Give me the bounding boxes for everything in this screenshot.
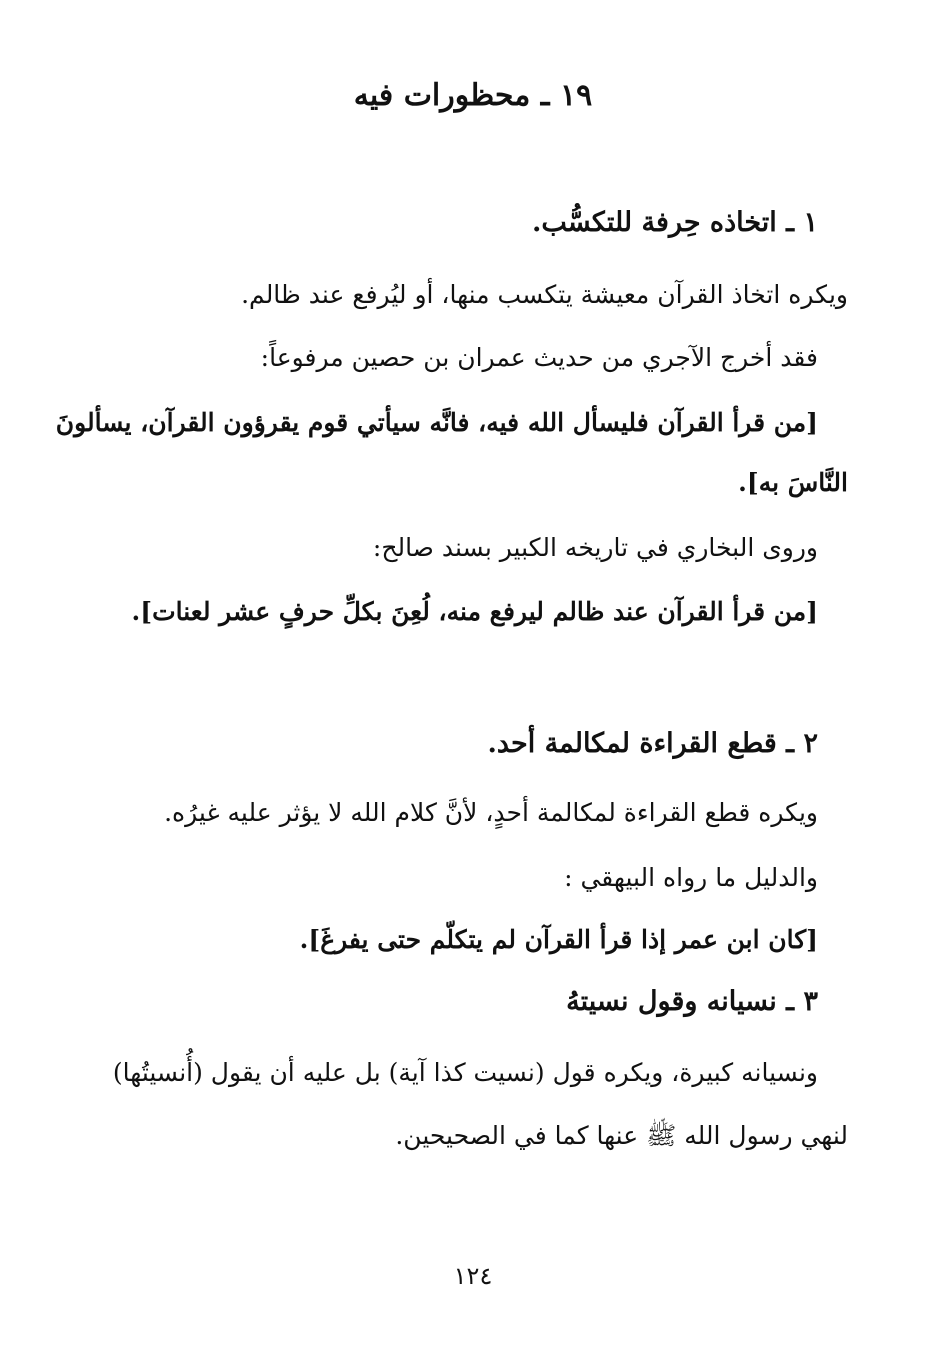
page-number: ١٢٤ [453,1262,493,1290]
section-2-line-1: ويكره قطع القراءة لمكالمة أحدٍ، لأنَّ كلام الله لا يؤثر عليه غيرُه. [164,798,818,827]
section-1-quote-1-line-1: [من قرأ القرآن فليسأل الله فيه، فانَّه سيأتي قوم يقرؤون القرآن، يسألونَ [55,408,818,437]
section-2-line-2: والدليل ما رواه البيهقي : [564,863,818,892]
section-1-line-1: ويكره اتخاذ القرآن معيشة يتكسب منها، أو ليُرفع عند ظالم. [241,280,848,309]
section-2-heading: ٢ ـ قطع القراءة لمكالمة أحد. [487,728,818,759]
section-3-heading: ٣ ـ نسيانه وقول نسيتهُ [566,986,818,1017]
section-1-quote-1-line-2: النَّاسَ به]. [738,468,848,497]
section-1-line-2: فقد أخرج الآجري من حديث عمران بن حصين مرفوعاً: [260,343,818,372]
section-3-line-1: ونسيانه كبيرة، ويكره قول (نسيت كذا آية) بل عليه أن يقول (أُنسيتُها) [112,1058,818,1087]
chapter-title: ١٩ ـ محظورات فيه [353,78,593,113]
section-1-heading: ١ ـ اتخاذه حِرفة للتكسُّب. [531,207,818,238]
section-1-quote-2: [من قرأ القرآن عند ظالم ليرفع منه، لُعِنَ بكلِّ حرفٍ عشر لعنات]. [131,597,818,626]
section-3-line-2: لنهي رسول الله ﷺ عنها كما في الصحيحين. [395,1121,848,1150]
section-2-quote: [كان ابن عمر إذا قرأ القرآن لم يتكلّم حتى يفرغَ]. [299,925,818,954]
section-1-line-3: وروى البخاري في تاريخه الكبير بسند صالح: [372,533,818,562]
